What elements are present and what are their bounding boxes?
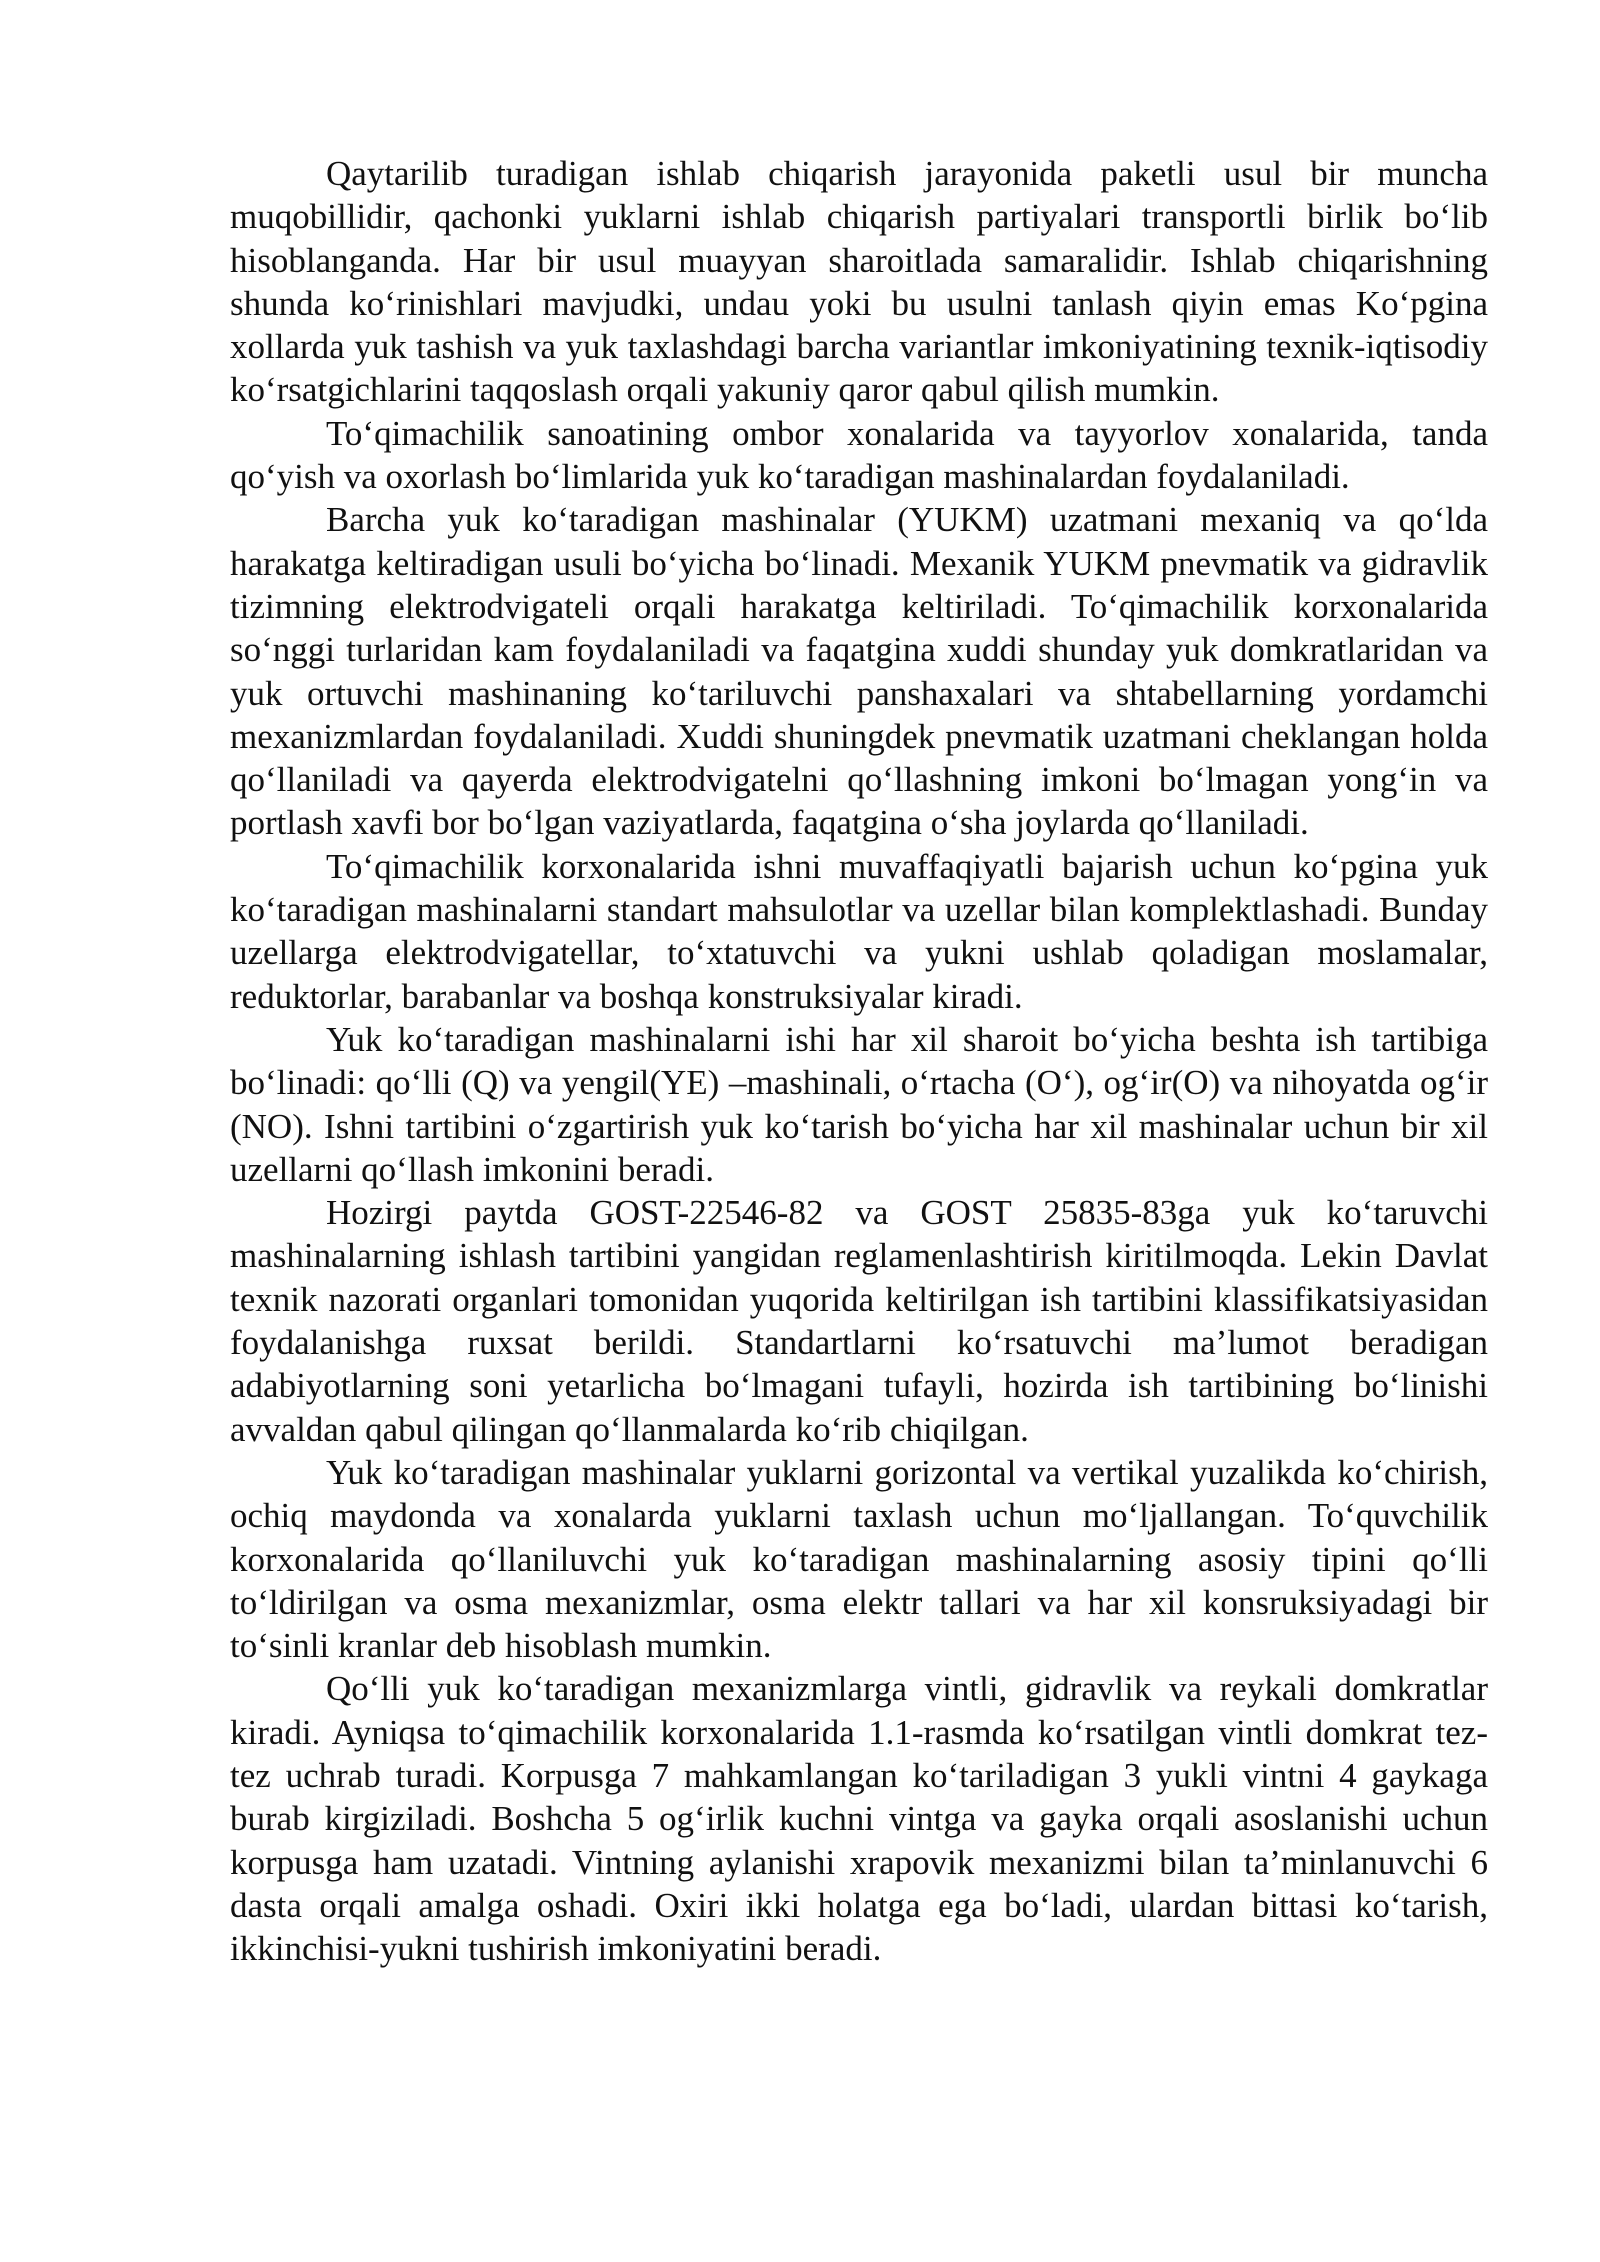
paragraph-4: To‘qimachilik korxonalarida ishni muvaffaqiyatli bajarish uchun ko‘pgina yuk ko‘taradigan mashinalarni standart mahsulotlar va uzellar bilan komplektlashadi. Bunday uzellarga elektrodvigatellar, to‘xtatuvchi va yukni ushlab qoladigan moslamalar, reduktorlar, barabanlar va boshqa konstruksiyalar kiradi.	[230, 846, 1488, 1016]
paragraph-8: Qo‘lli yuk ko‘taradigan mexanizmlarga vintli, gidravlik va reykali domkratlar kiradi. Ayniqsa to‘qimachilik korxonalarida 1.1-rasmda ko‘rsatilgan vintli domkrat tez-tez uchrab turadi. Korpusga 7 mahkamlangan ko‘tariladigan 3 yukli vintni 4 gaykaga burab kirgiziladi. Boshcha 5 og‘irlik kuchni vintga va gayka orqali asoslanishi uchun korpusga ham uzatadi. Vintning aylanishi xrapovik mexanizmi bilan ta’minlanuvchi 6 dasta orqali amalga oshadi. Oxiri ikki holatga ega bo‘ladi, ulardan bittasi ko‘tarish, ikkinchisi-yukni tushirish imkoniyatini beradi.	[230, 1669, 1488, 1969]
paragraph-3: Barcha yuk ko‘taradigan mashinalar (YUKM) uzatmani mexaniq va qo‘lda harakatga keltiradigan usuli bo‘yicha bo‘linadi. Mexanik YUKM pnevmatik va gidravlik tizimning elektrodvigateli orqali harakatga keltiriladi. To‘qimachilik korxonalarida so‘nggi turlaridan kam foydalaniladi va faqatgina xuddi shunday yuk domkratlaridan va yuk ortuvchi mashinaning ko‘tariluvchi panshaxalari va shtabellarning yordamchi mexanizmlardan foydalaniladi. Xuddi shuningdek pnevmatik uzatmani cheklangan holda qo‘llaniladi va qayerda elektrodvigatelni qo‘llashning imkoni bo‘lmagan yong‘in va portlash xavfi bor bo‘lgan vaziyatlarda, faqatgina o‘sha joylarda qo‘llaniladi.	[230, 500, 1488, 843]
paragraph-6: Hozirgi paytda GOST-22546-82 va GOST 25835-83ga yuk ko‘taruvchi mashinalarning ishlash tartibini yangidan reglamenlashtirish kiritilmoqda. Lekin Davlat texnik nazorati organlari tomonidan yuqorida keltirilgan ish tartibini klassifikatsiyasidan foydalanishga ruxsat berildi. Standartlarni ko‘rsatuvchi ma’lumot beradigan adabiyotlarning soni yetarlicha bo‘lmagani tufayli, hozirda ish tartibining bo‘linishi avvaldan qabul qilingan qo‘llanmalarda ko‘rib chiqilgan.	[230, 1193, 1488, 1449]
paragraph-5: Yuk ko‘taradigan mashinalarni ishi har xil sharoit bo‘yicha beshta ish tartibiga bo‘linadi: qo‘lli (Q) va yengil(YE) –mashinali, o‘rtacha (O‘), og‘ir(O) va nihoyatda og‘ir (NO). Ishni tartibini o‘zgartirish yuk ko‘tarish bo‘yicha har xil mashinalar uchun bir xil uzellarni qo‘llash imkonini beradi.	[230, 1019, 1488, 1189]
paragraph-7: Yuk ko‘taradigan mashinalar yuklarni gorizontal va vertikal yuzalikda ko‘chirish, ochiq maydonda va xonalarda yuklarni taxlash uchun mo‘ljallangan. To‘quvchilik korxonalarida qo‘llaniluvchi yuk ko‘taradigan mashinalarning asosiy tipini qo‘lli to‘ldirilgan va osma mexanizmlar, osma elektr tallari va har xil konsruksiyadagi bir to‘sinli kranlar deb hisoblash mumkin.	[230, 1452, 1488, 1666]
paragraph-2: To‘qimachilik sanoatining ombor xonalarida va tayyorlov xonalarida, tanda qo‘yish va oxorlash bo‘limlarida yuk ko‘taradigan mashinalardan foydalaniladi.	[230, 413, 1488, 497]
document-body	[230, 152, 1488, 1970]
paragraph-1: Qaytarilib turadigan ishlab chiqarish jarayonida paketli usul bir muncha muqobillidir, qachonki yuklarni ishlab chiqarish partiyalari transportli birlik bo‘lib hisoblanganda. Har bir usul muayyan sharoitlada samaralidir. Ishlab chiqarishning shunda ko‘rinishlari mavjudki, undau yoki bu usulni tanlash qiyin emas Ko‘pgina xollarda yuk tashish va yuk taxlashdagi barcha variantlar imkoniyatining texnik-iqtisodiy ko‘rsatgichlarini taqqoslash orqali yakuniy qaror qabul qilish mumkin.	[230, 154, 1488, 410]
